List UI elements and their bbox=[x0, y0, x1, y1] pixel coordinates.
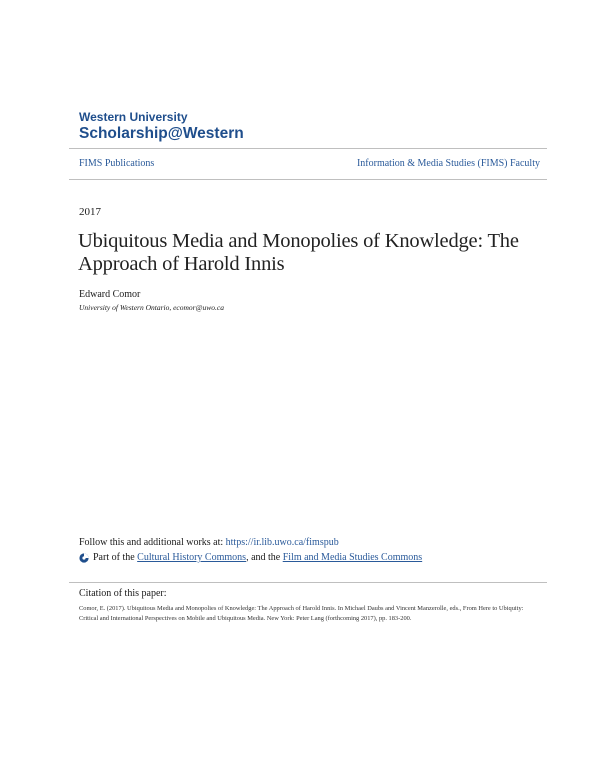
nav-rule bbox=[69, 179, 547, 180]
partof-middle: , and the bbox=[246, 552, 281, 563]
institution-name[interactable]: Western University bbox=[79, 110, 188, 124]
paper-title: Ubiquitous Media and Monopolies of Knowledge: The Approach of Harold Innis bbox=[78, 230, 519, 275]
repository-name[interactable]: Scholarship@Western bbox=[79, 125, 244, 142]
repository-header bbox=[79, 110, 244, 143]
part-of-line bbox=[79, 552, 422, 563]
citation-heading: Citation of this paper: bbox=[79, 588, 167, 599]
header-rule bbox=[69, 148, 547, 149]
citation-box bbox=[69, 582, 547, 653]
partof-prefix: Part of the bbox=[93, 552, 135, 563]
citation-text: Comor, E. (2017). Ubiquitous Media and Monopolies of Knowledge: The Approach of Harold Innis. In Michael Daubs and Vincent Manzerolle, eds., From Here to Ubiquity: Critical and International Perspectives on Mobile and Ubiquitous Media. New York: Peter Lang (forthcoming 2017), pp. 183-200. bbox=[79, 605, 524, 622]
bepress-commons-icon bbox=[79, 553, 89, 563]
cultural-history-commons-link[interactable]: Cultural History Commons bbox=[137, 552, 247, 563]
collection-link[interactable]: FIMS Publications bbox=[79, 158, 155, 169]
film-media-studies-commons-link[interactable]: Film and Media Studies Commons bbox=[282, 552, 423, 563]
faculty-link[interactable]: Information & Media Studies (FIMS) Faculty bbox=[356, 158, 540, 169]
follow-prefix: Follow this and additional works at: bbox=[79, 537, 226, 548]
publication-year: 2017 bbox=[79, 206, 101, 218]
author-name: Edward Comor bbox=[79, 289, 141, 300]
collection-url-link[interactable]: https://ir.lib.uwo.ca/fimspub bbox=[225, 537, 339, 548]
follow-line bbox=[79, 537, 339, 548]
author-affiliation: University of Western Ontario, ecomor@uwo.ca bbox=[79, 303, 224, 312]
